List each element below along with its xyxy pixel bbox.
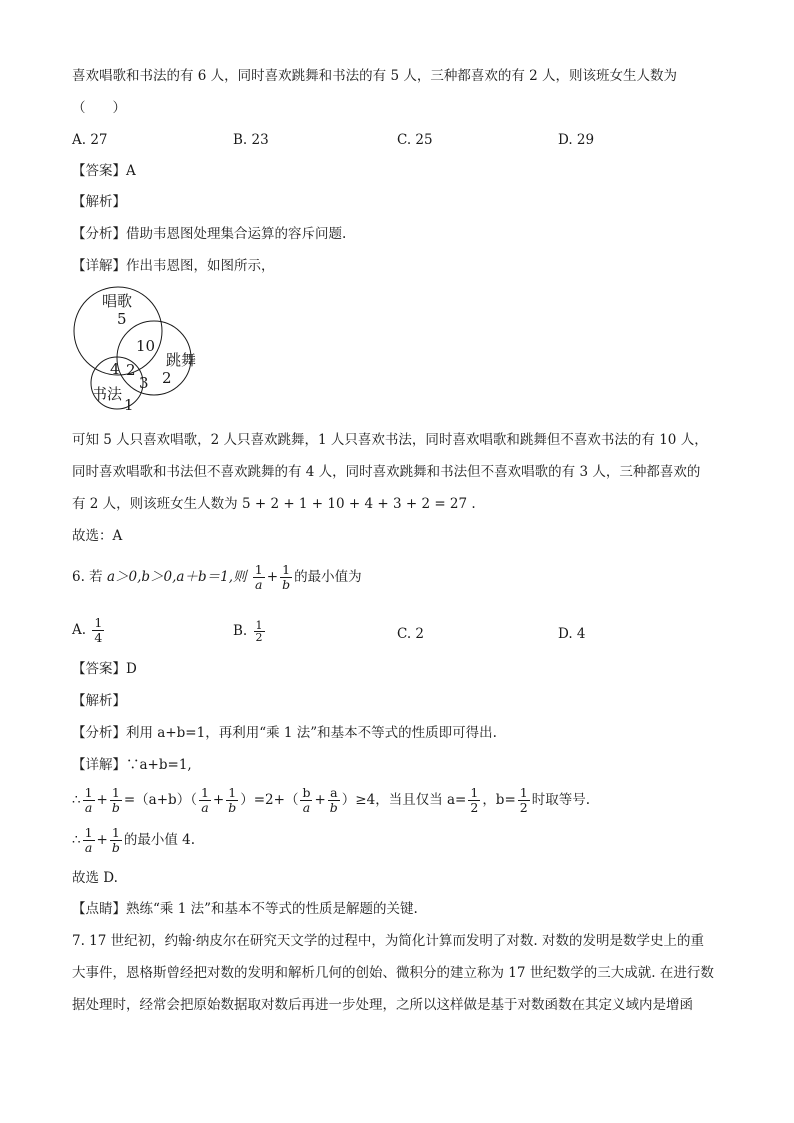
q6-fenxi-text: 利用 a+b=1，再利用“乘 1 法”和基本不等式的性质即可得出.	[126, 725, 497, 741]
venn-value-sing-callig: 4	[110, 360, 120, 378]
q6-stem-plus: +	[266, 569, 279, 585]
q6-fenxi-line	[72, 723, 497, 743]
q6-answer-tag: 【答案】	[72, 661, 126, 677]
q5-stem-paren: （ ）	[72, 100, 126, 116]
venn-label-dance: 跳舞	[166, 351, 197, 369]
q6-dianjing-line	[72, 899, 418, 919]
q6-detail-tag: 【详解】	[72, 757, 126, 773]
q5-conclusion-line1: 可知 5 人只喜欢唱歌，2 人只喜欢跳舞，1 人只喜欢书法，同时喜欢唱歌和跳舞但不喜欢书法的有 10 人，	[72, 432, 708, 448]
q6-dianjing-text: 熟练“乘 1 法”和基本不等式的性质是解题的关键.	[126, 901, 418, 917]
q5-detail-text: 作出韦恩图，如图所示，	[126, 258, 275, 274]
q7-line3: 据处理时，经常会把原始数据取对数后再进一步处理，之所以这样做是基于对数函数在其定义域内是增函	[72, 997, 693, 1013]
venn-value-dance-only: 2	[162, 369, 172, 387]
q5-detail-tag: 【详解】	[72, 258, 126, 274]
q5-answer-line	[72, 161, 136, 181]
q6-stem-cond: a＞0,b＞0,a＋b＝1,则	[106, 569, 247, 585]
q6-option-d: D. 4	[558, 626, 586, 642]
q5-option-d: D. 29	[558, 132, 595, 148]
venn-value-dance-callig: 3	[139, 374, 149, 392]
q6-detail-line	[72, 755, 192, 775]
q7-line2: 大事件，恩格斯曾经把对数的发明和解析几何的创始、微积分的建立称为 17 世纪数学的三大成就. 在进行数	[72, 965, 714, 981]
q5-answer-tag: 【答案】	[72, 163, 126, 179]
q5-option-a: A. 27	[72, 132, 108, 148]
q5-choose: 故选：A	[72, 528, 123, 544]
q6-option-b: B. $\frac{1}{2}$	[233, 619, 263, 644]
q5-option-b: B. 23	[233, 132, 269, 148]
q5-option-c: C. 25	[397, 132, 433, 148]
q6-option-c: C. 2	[397, 626, 425, 642]
venn-label-sing: 唱歌	[102, 292, 133, 310]
q5-conclusion-line2: 同时喜欢唱歌和书法但不喜欢跳舞的有 4 人，同时喜欢跳舞和书法但不喜欢唱歌的有 3 人，三种都喜欢的	[72, 464, 701, 480]
venn-diagram	[72, 282, 212, 412]
q6-choose: 故选 D.	[72, 870, 118, 886]
q6-analysis-tag: 【解析】	[72, 693, 126, 709]
q6-stem-frac-a: $\frac{1}{a}$	[254, 562, 263, 592]
venn-value-sing-dance: 10	[136, 337, 156, 355]
q5-fenxi-tag: 【分析】	[72, 226, 126, 242]
q7-line1: 7. 17 世纪初，约翰·纳皮尔在研究天文学的过程中，为简化计算而发明了对数. 对数的发明是数学史上的重	[72, 933, 705, 949]
q5-analysis-tag: 【解析】	[72, 194, 126, 210]
q6-stem-frac-b: $\frac{1}{b}$	[282, 562, 291, 592]
q6-answer-value: D	[126, 661, 137, 677]
q5-detail-line	[72, 256, 275, 276]
venn-value-sing-only: 5	[117, 310, 127, 328]
venn-value-callig-only: 1	[124, 396, 134, 412]
q5-fenxi-text: 借助韦恩图处理集合运算的容斥问题.	[126, 226, 347, 242]
q5-conclusion-line3: 有 2 人，则该班女生人数为 5 + 2 + 1 + 10 + 4 + 3 + 2 = 27 .	[72, 496, 476, 512]
q6-minimum-line: ∴ $\frac{1}{a}$ + $\frac{1}{b}$ 的最小值 4.	[72, 825, 196, 855]
venn-label-callig: 书法	[92, 385, 123, 403]
venn-value-all-three: 2	[126, 361, 136, 379]
q6-answer-line	[72, 659, 137, 679]
q6-stem-prefix: 6. 若	[72, 569, 107, 585]
q6-stem	[72, 563, 362, 592]
q5-stem-line1: 喜欢唱歌和书法的有 6 人，同时喜欢跳舞和书法的有 5 人，三种都喜欢的有 2 人，则该班女生人数为	[72, 68, 678, 84]
q6-stem-suffix: 的最小值为	[294, 569, 362, 585]
q6-dianjing-tag: 【点睛】	[72, 901, 126, 917]
q5-answer-value: A	[126, 163, 136, 179]
q6-derivation: ∴ $\frac{1}{a}$ + $\frac{1}{b}$ =（a+b）（ $\frac{1}{a}$ + $\frac{1}{b}$ ）=2+（ $\frac{b}{a}$ + $\frac{a}{b}$ ）≥4，当且仅当 a= $\frac{1}{2}$ ，b= $\frac{1}{2}$ 时取等号.	[72, 785, 591, 815]
q5-fenxi-line	[72, 224, 346, 244]
q6-option-a: A. $\frac{1}{4}$	[72, 615, 103, 645]
q6-fenxi-tag: 【分析】	[72, 725, 126, 741]
q6-detail-text: ∵a+b=1,	[126, 757, 192, 773]
